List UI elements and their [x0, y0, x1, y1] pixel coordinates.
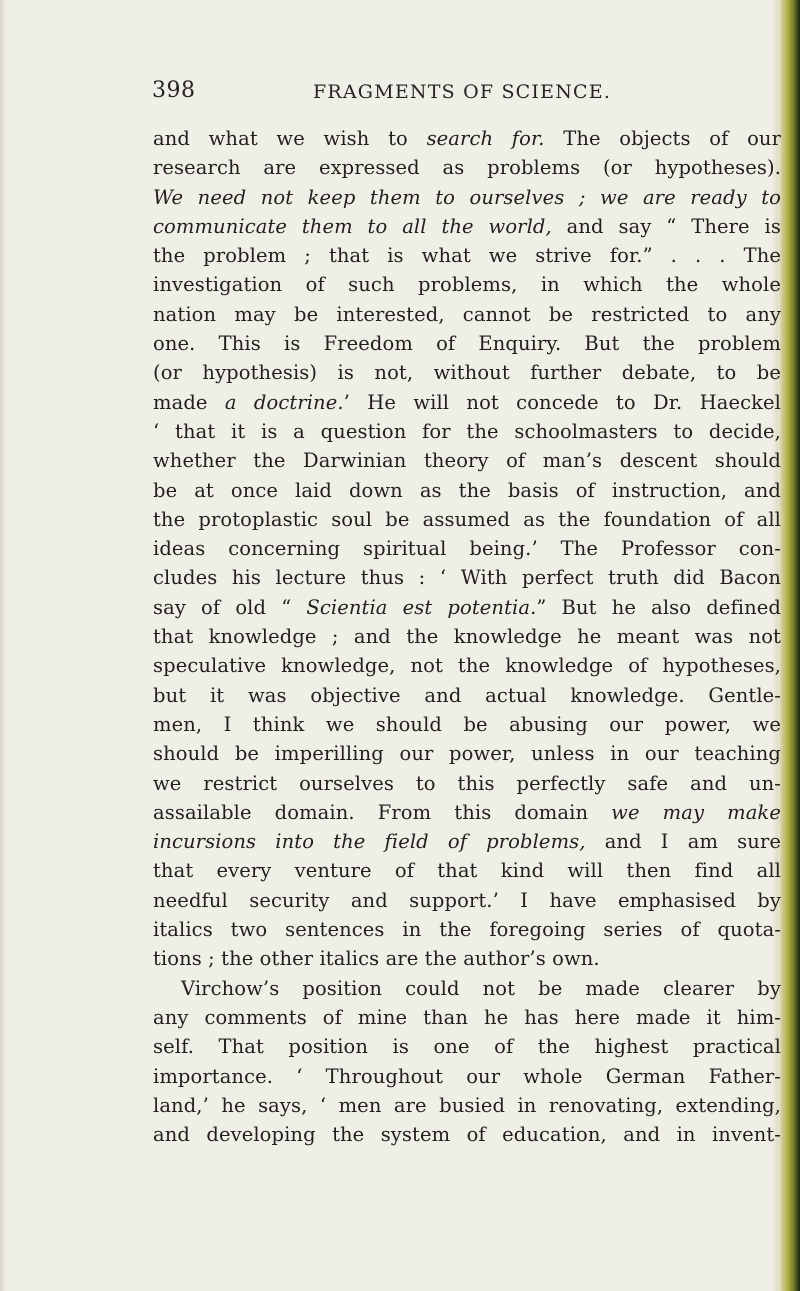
text-line — [153, 1062, 781, 1091]
text-line — [153, 212, 781, 241]
text-line — [153, 769, 781, 798]
line-text: and what we wish to — [153, 127, 427, 150]
text-line — [153, 446, 781, 475]
text-line — [153, 681, 781, 710]
line-text: research are expressed as problems (or hypotheses). — [153, 156, 781, 180]
italic-text: incursions into the field of problems, — [153, 830, 586, 854]
text-line — [153, 183, 781, 212]
italic-text: we may make — [611, 800, 781, 824]
line-text: Virchow’s position could not be made clearer by — [181, 976, 781, 1000]
line-text: whether the Darwinian theory of man’s descent should — [153, 449, 781, 473]
text-line — [153, 798, 781, 827]
text-line — [153, 1120, 781, 1149]
text-line — [153, 417, 781, 446]
text-line — [153, 710, 781, 739]
text-line — [153, 153, 781, 182]
text-line — [153, 915, 781, 944]
italic-text: communicate them to all the world, — [153, 214, 552, 238]
line-text: that knowledge ; and the knowledge he meant was not — [153, 625, 781, 649]
text-line — [153, 241, 781, 270]
page-number: 398 — [152, 78, 196, 103]
line-text: speculative knowledge, not the knowledge of hypotheses, — [153, 654, 781, 678]
text-line — [153, 974, 781, 1003]
text-line — [153, 534, 781, 563]
line-text: should be imperilling our power, unless in our teaching — [153, 742, 781, 766]
line-text: and say “ There is — [551, 214, 781, 238]
line-text: nation may be interested, cannot be restricted to any — [153, 302, 781, 326]
line-text: (or hypothesis) is not, without further debate, to be — [153, 361, 781, 385]
text-line — [153, 651, 781, 680]
line-text: italics two sentences in the foregoing series of quota- — [153, 918, 781, 942]
italic-text: a doctrine. — [224, 390, 344, 414]
body-text — [153, 124, 781, 1149]
line-text: one. This is Freedom of Enquiry. But the problem — [153, 332, 781, 356]
line-text: ‘ that it is a question for the schoolmasters to decide, — [153, 419, 781, 443]
text-line — [153, 476, 781, 505]
text-line — [153, 593, 781, 622]
text-line — [153, 622, 781, 651]
line-text: any comments of mine than he has here made it him- — [153, 1005, 781, 1029]
text-line — [153, 944, 781, 973]
line-text: we restrict ourselves to this perfectly safe and un- — [153, 771, 781, 795]
line-text: but it was objective and actual knowledge. Gentle- — [153, 683, 781, 707]
line-text: that every venture of that kind will then find all — [153, 859, 781, 883]
line-text: investigation of such problems, in which the whole — [153, 273, 781, 297]
text-line — [153, 388, 781, 417]
page-edge-left — [0, 0, 6, 1291]
italic-text: Scientia est potentia. — [306, 595, 537, 619]
text-line — [153, 505, 781, 534]
text-line — [153, 856, 781, 885]
running-head: FRAGMENTS OF SCIENCE. — [313, 81, 612, 103]
text-line — [153, 358, 781, 387]
line-text: the protoplastic soul be assumed as the foundation of all — [153, 507, 781, 531]
line-text: say of old “ — [153, 595, 307, 619]
line-text: needful security and support.’ I have emphasised by — [153, 888, 781, 912]
line-text: land,’ he says, ‘ men are busied in renovating, extending, — [153, 1093, 781, 1117]
line-text: the problem ; that is what we strive for.” . . . The — [153, 244, 781, 268]
text-line — [153, 739, 781, 768]
text-line — [153, 1003, 781, 1032]
page-header — [0, 78, 800, 118]
line-text: self. That position is one of the highest practical — [153, 1035, 781, 1059]
text-line — [153, 1032, 781, 1061]
line-text: cludes his lecture thus : ‘ With perfect truth did Bacon — [153, 566, 781, 590]
page-binding-edge — [778, 0, 800, 1291]
line-text: tions ; the other italics are the author’s own. — [153, 947, 600, 971]
line-text: made — [153, 390, 225, 414]
text-line — [153, 563, 781, 592]
italic-text: search for. — [426, 127, 545, 150]
line-text: be at once laid down as the basis of instruction, and — [153, 478, 781, 502]
text-line — [153, 124, 781, 153]
line-text: men, I think we should be abusing our power, we — [153, 712, 781, 736]
line-text: assailable domain. From this domain — [153, 800, 612, 824]
line-text: ideas concerning spiritual being.’ The Professor con- — [153, 537, 781, 561]
text-line — [153, 270, 781, 299]
line-text: The objects of our — [544, 127, 781, 150]
text-line — [153, 827, 781, 856]
line-text: ” But he also defined — [536, 595, 781, 619]
text-line — [153, 300, 781, 329]
italic-text: We need not keep them to ourselves ; we are ready to — [153, 185, 781, 209]
text-line — [153, 329, 781, 358]
line-text: importance. ‘ Throughout our whole German Father- — [153, 1064, 781, 1088]
line-text: ’ He will not concede to Dr. Haeckel — [343, 390, 781, 414]
line-text: and developing the system of education, and in invent- — [153, 1123, 781, 1147]
line-text: and I am sure — [585, 830, 782, 854]
text-line — [153, 886, 781, 915]
text-line — [153, 1091, 781, 1120]
